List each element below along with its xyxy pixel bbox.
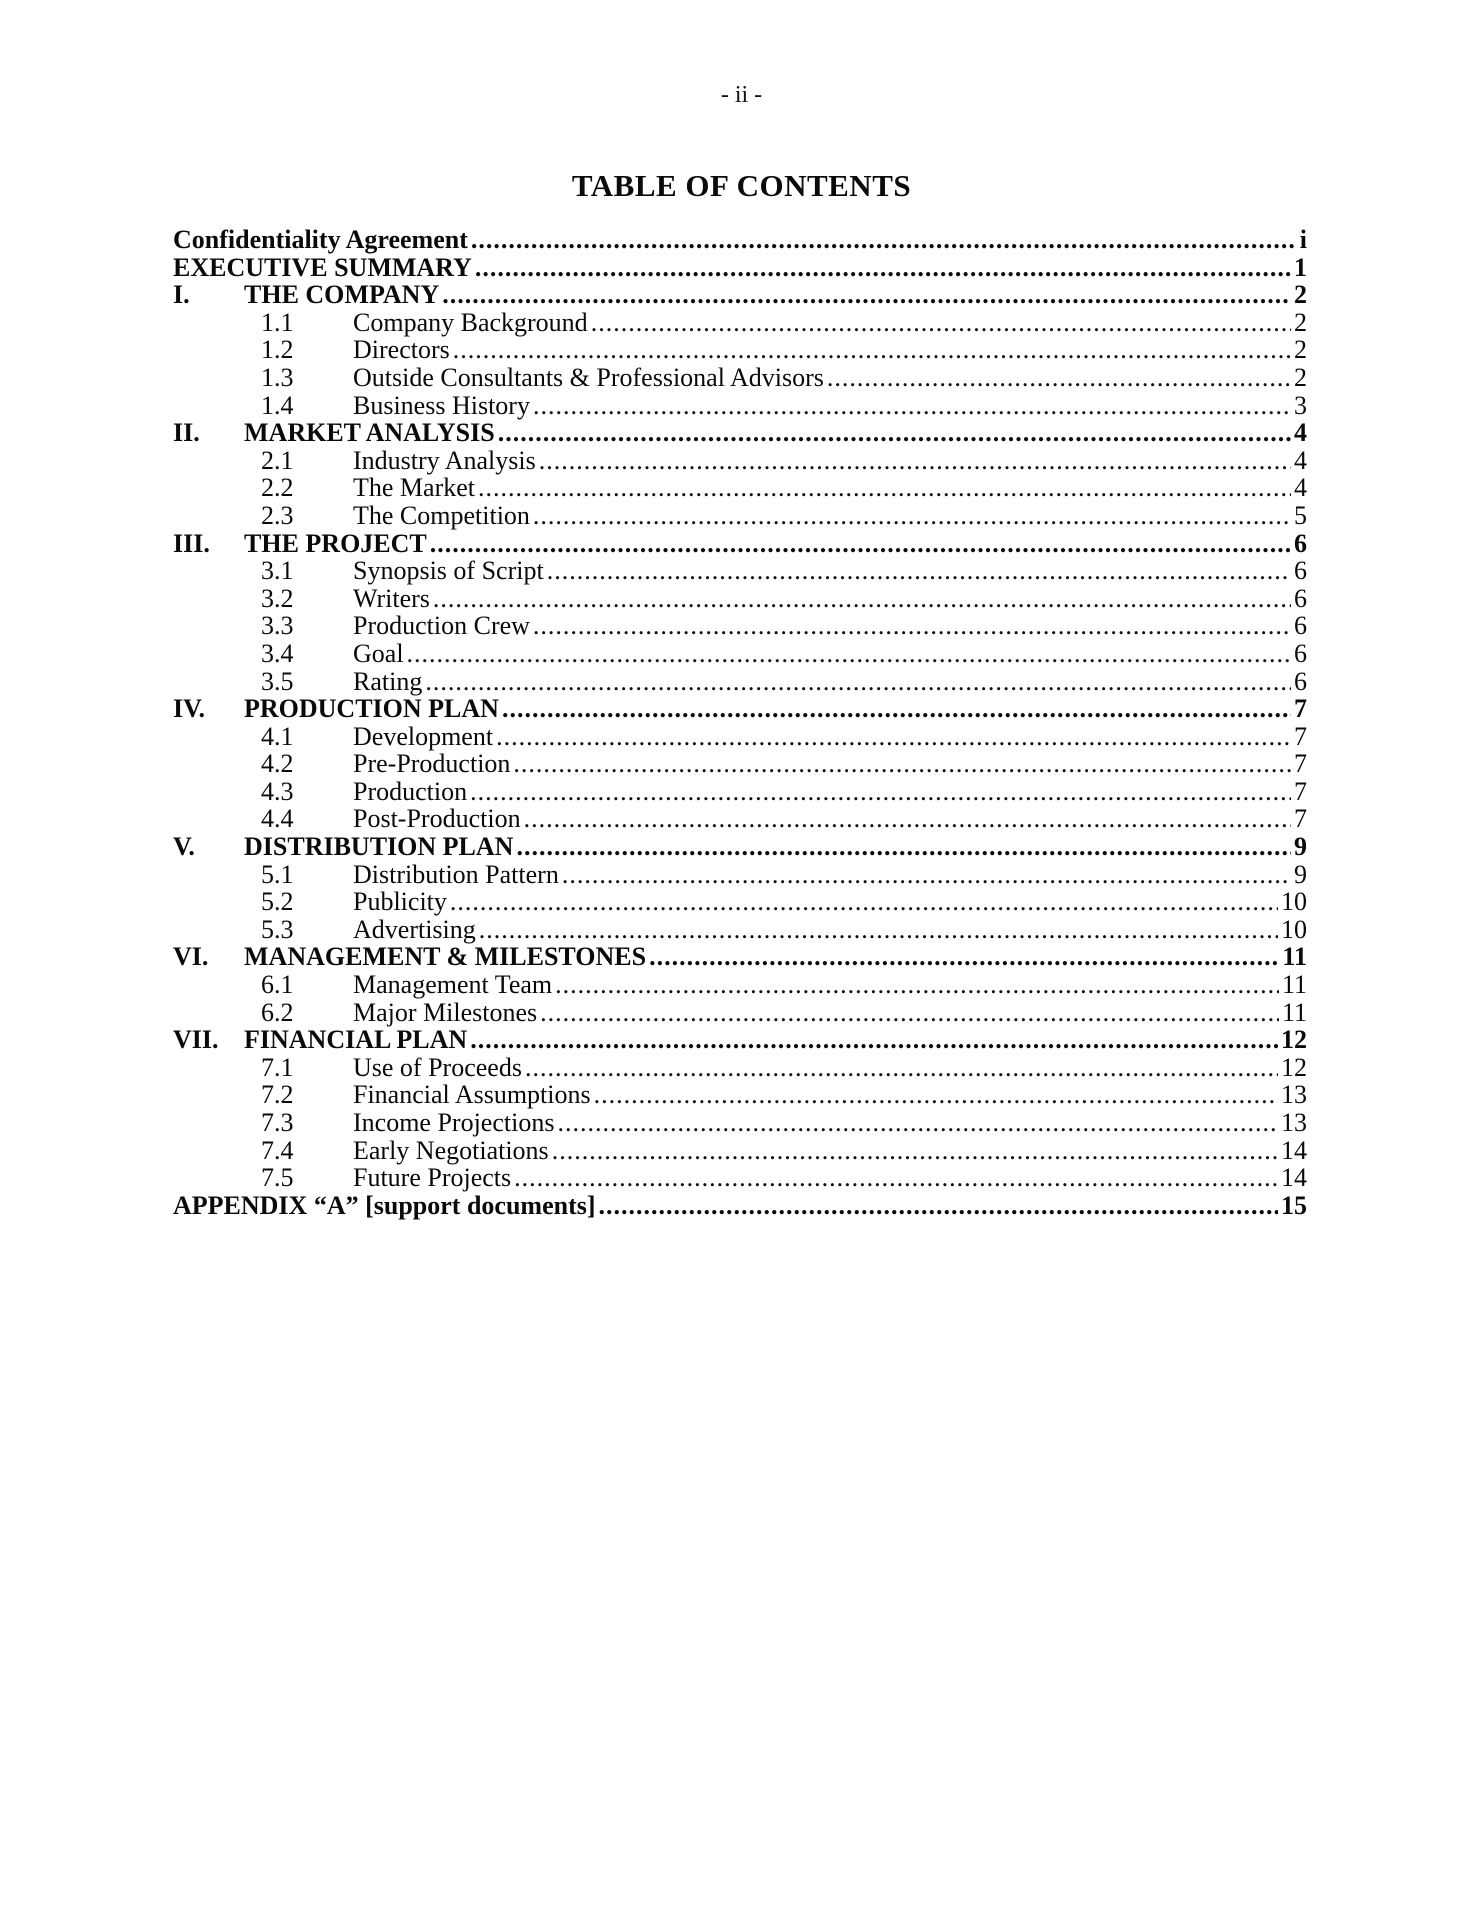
dot-leader xyxy=(447,888,1278,916)
dot-leader xyxy=(430,585,1291,613)
toc-entry-page: 6 xyxy=(1294,583,1307,613)
toc-entry-number: 2.1 xyxy=(261,445,294,475)
dot-leader xyxy=(554,1109,1278,1137)
toc-entry xyxy=(173,309,1307,337)
toc-entry-page: 11 xyxy=(1282,942,1307,972)
toc-entry-page: 2 xyxy=(1294,335,1307,365)
toc-entry-page: 7 xyxy=(1294,804,1307,834)
toc-entry-label: Financial Assumptions xyxy=(353,1080,591,1110)
dot-leader xyxy=(530,612,1291,640)
toc-entry-label: DISTRIBUTION PLAN xyxy=(244,832,514,862)
toc-entry-number: 7.5 xyxy=(261,1163,294,1193)
toc-entry xyxy=(173,254,1307,282)
toc-entry-label: Advertising xyxy=(353,914,476,944)
dot-leader xyxy=(493,723,1291,751)
toc-entry-page: 14 xyxy=(1281,1163,1307,1193)
toc-entry-label: Company Background xyxy=(353,307,588,337)
toc-entry xyxy=(173,364,1307,392)
toc-entry-label: Rating xyxy=(353,666,423,696)
toc-entry-number: VI. xyxy=(173,942,209,972)
dot-leader xyxy=(559,861,1291,889)
toc-entry xyxy=(173,419,1307,447)
toc-entry-number: 1.1 xyxy=(261,307,294,337)
toc-entry-page: 6 xyxy=(1294,638,1307,668)
toc-entry-label: PRODUCTION PLAN xyxy=(244,694,499,724)
toc-entry-label: Use of Proceeds xyxy=(353,1052,522,1082)
dot-leader xyxy=(495,419,1291,447)
toc-entry-label: MARKET ANALYSIS xyxy=(244,418,495,448)
toc-entry xyxy=(173,916,1307,944)
toc-entry-page: 4 xyxy=(1294,418,1307,448)
toc-entry-label: FINANCIAL PLAN xyxy=(244,1025,468,1055)
toc-entry xyxy=(173,1109,1307,1137)
dot-leader xyxy=(536,447,1291,475)
toc-entry xyxy=(173,805,1307,833)
toc-entry-number: 3.4 xyxy=(261,638,294,668)
toc-entry-label: Distribution Pattern xyxy=(353,859,559,889)
toc-entry-page: 11 xyxy=(1281,970,1307,1000)
toc-entry-label: Business History xyxy=(353,390,530,420)
toc-entry-number: IV. xyxy=(173,694,206,724)
toc-entry-page: 6 xyxy=(1294,611,1307,641)
toc-entry-number: V. xyxy=(173,832,195,862)
toc-entry-page: 6 xyxy=(1294,556,1307,586)
toc-entry-page: 7 xyxy=(1294,721,1307,751)
toc-entry xyxy=(173,557,1307,585)
toc-entry-page: 11 xyxy=(1281,997,1307,1027)
toc-entry-number: 3.2 xyxy=(261,583,294,613)
toc-entry xyxy=(173,1026,1307,1054)
toc-entry-number: 5.3 xyxy=(261,914,294,944)
toc-entry-number: 6.2 xyxy=(261,997,294,1027)
toc-entry-page: 12 xyxy=(1281,1052,1307,1082)
toc-entry-number: 3.3 xyxy=(261,611,294,641)
toc-entry-page: i xyxy=(1299,225,1307,254)
toc-entry-number: II. xyxy=(173,418,200,448)
dot-leader xyxy=(530,392,1291,420)
toc-entry-page: 2 xyxy=(1294,307,1307,337)
toc-entry xyxy=(173,1164,1307,1192)
toc-entry-page: 12 xyxy=(1281,1025,1307,1055)
toc-entry xyxy=(173,447,1307,475)
dot-leader xyxy=(513,833,1291,861)
toc-entry-page: 13 xyxy=(1281,1080,1307,1110)
toc-entry-label: Goal xyxy=(353,638,404,668)
dot-leader xyxy=(475,474,1291,502)
toc-entry-label: EXECUTIVE SUMMARY xyxy=(173,252,472,282)
toc-entry-page: 10 xyxy=(1281,887,1307,917)
dot-leader xyxy=(646,943,1279,971)
dot-leader xyxy=(467,778,1291,806)
dot-leader xyxy=(824,364,1291,392)
toc-entry-number: 7.2 xyxy=(261,1080,294,1110)
table-of-contents xyxy=(173,226,1307,1219)
toc-entry-page: 2 xyxy=(1294,362,1307,392)
toc-entry-page: 9 xyxy=(1294,859,1307,889)
toc-entry-number: 7.1 xyxy=(261,1052,294,1082)
toc-entry xyxy=(173,226,1307,254)
toc-entry-label: Post-Production xyxy=(353,804,521,834)
toc-entry-label: Directors xyxy=(353,335,450,365)
toc-entry-number: 7.4 xyxy=(261,1135,294,1165)
toc-entry xyxy=(173,943,1307,971)
toc-entry-label: Writers xyxy=(353,583,430,613)
toc-entry-page: 9 xyxy=(1294,832,1307,862)
toc-entry-number: VII. xyxy=(173,1025,219,1055)
toc-entry-label: Major Milestones xyxy=(353,997,538,1027)
dot-leader xyxy=(510,750,1291,778)
toc-entry-page: 3 xyxy=(1294,390,1307,420)
toc-entry-number: 1.4 xyxy=(261,390,294,420)
toc-entry-page: 2 xyxy=(1294,280,1307,310)
toc-entry-number: 5.1 xyxy=(261,859,294,889)
toc-entry xyxy=(173,281,1307,309)
toc-entry-label: The Market xyxy=(353,473,476,503)
dot-leader xyxy=(472,254,1291,282)
toc-entry xyxy=(173,668,1307,696)
toc-entry-number: 1.2 xyxy=(261,335,294,365)
toc-entry-label: Income Projections xyxy=(353,1108,555,1137)
toc-entry-number: 2.2 xyxy=(261,473,294,503)
toc-entry-number: 2.3 xyxy=(261,500,294,530)
toc-entry xyxy=(173,750,1307,778)
toc-entry xyxy=(173,723,1307,751)
toc-entry-page: 4 xyxy=(1294,445,1307,475)
toc-entry-label: THE PROJECT xyxy=(244,528,427,558)
toc-entry xyxy=(173,1054,1307,1082)
toc-entry-label: Synopsis of Script xyxy=(353,556,544,586)
toc-entry-page: 6 xyxy=(1294,528,1307,558)
toc-entry xyxy=(173,999,1307,1027)
toc-entry-label: Early Negotiations xyxy=(353,1135,549,1165)
toc-entry-number: 3.1 xyxy=(261,556,294,586)
toc-entry-number: III. xyxy=(173,528,210,558)
toc-entry-page: 7 xyxy=(1294,749,1307,779)
toc-entry-number: 5.2 xyxy=(261,887,294,917)
toc-entry-page: 4 xyxy=(1294,473,1307,503)
dot-leader xyxy=(544,557,1291,585)
dot-leader xyxy=(450,336,1291,364)
toc-entry-number: 7.3 xyxy=(261,1108,294,1137)
dot-leader xyxy=(422,668,1291,696)
dot-leader xyxy=(439,281,1291,309)
toc-entry-label: Production Crew xyxy=(353,611,530,641)
dot-leader xyxy=(468,226,1297,254)
toc-entry xyxy=(173,1137,1307,1165)
toc-entry-label: The Competition xyxy=(353,500,530,530)
toc-entry xyxy=(173,530,1307,558)
toc-entry-label: THE COMPANY xyxy=(244,280,440,310)
dot-leader xyxy=(537,999,1279,1027)
dot-leader xyxy=(588,309,1291,337)
dot-leader xyxy=(596,1192,1278,1220)
toc-entry-number: 4.3 xyxy=(261,776,294,806)
toc-entry-page: 13 xyxy=(1281,1108,1307,1137)
toc-entry-label: Management Team xyxy=(353,970,553,1000)
toc-entry-label: Confidentiality Agreement xyxy=(173,225,468,254)
dot-leader xyxy=(522,1054,1278,1082)
dot-leader xyxy=(521,805,1291,833)
dot-leader xyxy=(499,695,1291,723)
dot-leader xyxy=(552,971,1279,999)
page-number-header: - ii - xyxy=(720,82,763,108)
dot-leader xyxy=(467,1026,1278,1054)
toc-entry-label: MANAGEMENT & MILESTONES xyxy=(244,942,647,972)
toc-entry-label: Publicity xyxy=(353,887,447,917)
toc-entry-label: Development xyxy=(353,721,494,751)
toc-entry xyxy=(173,612,1307,640)
toc-entry-label: Outside Consultants & Professional Advisors xyxy=(353,362,824,392)
dot-leader xyxy=(530,502,1291,530)
toc-entry xyxy=(173,888,1307,916)
toc-entry-page: 14 xyxy=(1281,1135,1307,1165)
toc-entry-page: 6 xyxy=(1294,666,1307,696)
dot-leader xyxy=(427,530,1291,558)
toc-entry xyxy=(173,585,1307,613)
toc-entry xyxy=(173,861,1307,889)
toc-entry-number: 4.1 xyxy=(261,721,294,751)
toc-entry xyxy=(173,833,1307,861)
toc-entry-label: Future Projects xyxy=(353,1163,512,1193)
toc-entry-page: 7 xyxy=(1294,776,1307,806)
dot-leader xyxy=(476,916,1278,944)
toc-entry-label: Industry Analysis xyxy=(353,445,536,475)
toc-entry xyxy=(173,971,1307,999)
toc-entry xyxy=(173,502,1307,530)
toc-entry-number: 4.4 xyxy=(261,804,294,834)
toc-entry-number: 6.1 xyxy=(261,970,294,1000)
toc-entry xyxy=(173,392,1307,420)
toc-entry xyxy=(173,1081,1307,1109)
toc-entry-page: 15 xyxy=(1281,1190,1307,1220)
dot-leader xyxy=(549,1137,1278,1165)
toc-entry xyxy=(173,474,1307,502)
toc-entry-label: Pre-Production xyxy=(353,749,511,779)
page-title: TABLE OF CONTENTS xyxy=(571,168,912,203)
dot-leader xyxy=(404,640,1291,668)
toc-entry-number: I. xyxy=(173,280,190,310)
toc-entry-page: 5 xyxy=(1294,500,1307,530)
dot-leader xyxy=(591,1081,1278,1109)
toc-entry-number: 1.3 xyxy=(261,362,294,392)
toc-entry xyxy=(173,640,1307,668)
toc-entry xyxy=(173,1192,1307,1220)
toc-entry-number: 3.5 xyxy=(261,666,294,696)
toc-entry-number: 4.2 xyxy=(261,749,294,779)
toc-entry xyxy=(173,778,1307,806)
toc-entry-label: APPENDIX “A” [support documents] xyxy=(173,1190,596,1220)
toc-entry xyxy=(173,336,1307,364)
dot-leader xyxy=(511,1164,1278,1192)
toc-entry-page: 1 xyxy=(1294,252,1307,282)
toc-entry-page: 7 xyxy=(1294,694,1307,724)
toc-entry-label: Production xyxy=(353,776,468,806)
toc-entry-page: 10 xyxy=(1281,914,1307,944)
toc-entry xyxy=(173,695,1307,723)
